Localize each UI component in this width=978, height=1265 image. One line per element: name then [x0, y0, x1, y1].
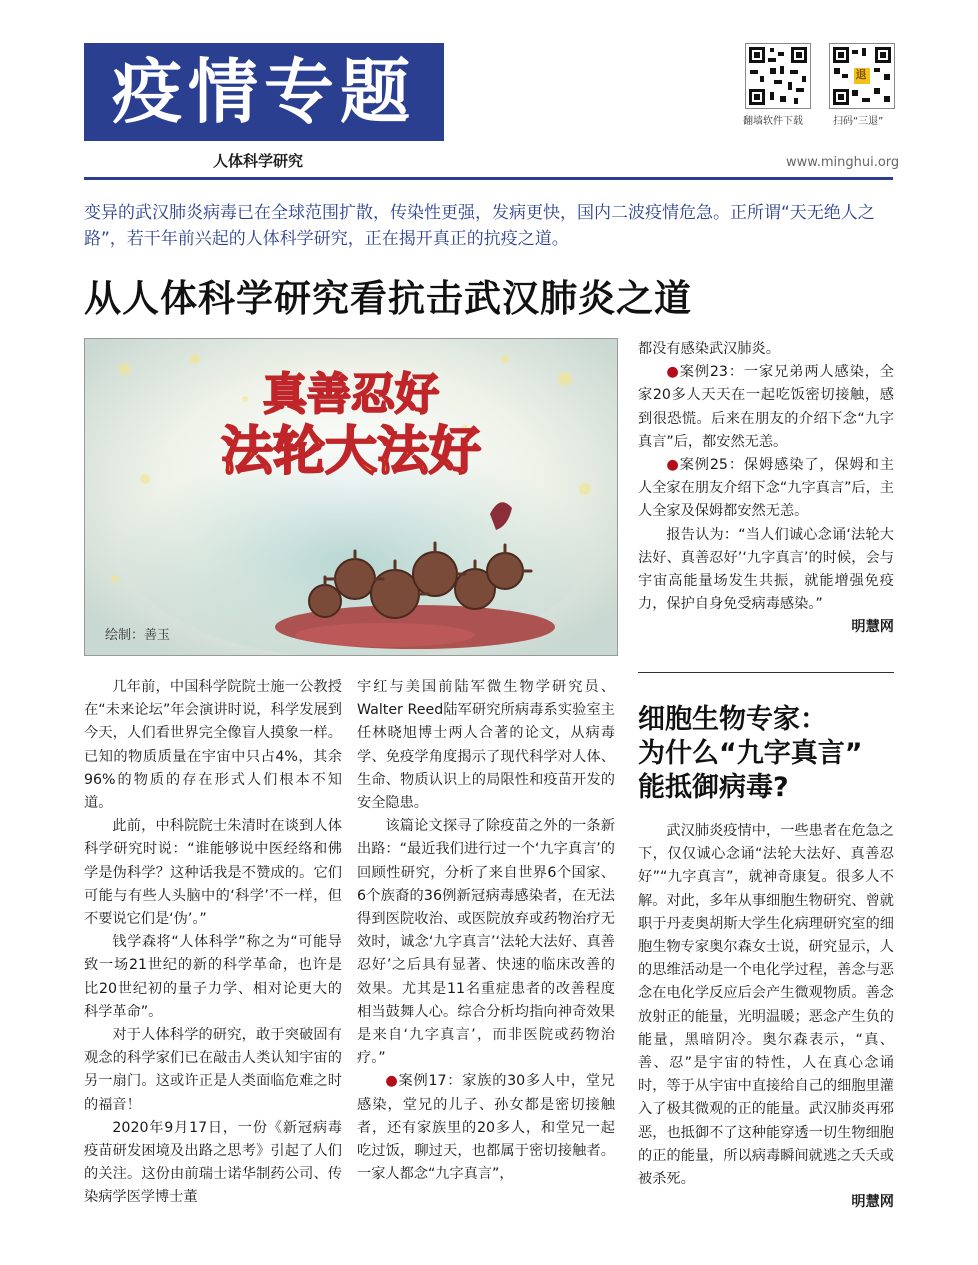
signature: 明慧网 — [851, 619, 894, 636]
qr-badge: 退 — [855, 68, 867, 81]
article-column-3 — [638, 338, 894, 640]
paragraph: 都没有感染武汉肺炎。 — [638, 341, 780, 357]
qr-code-icon — [745, 43, 811, 109]
case-text: 案例17：家族的30多人中，堂兄感染，堂兄的儿子、孙女都是密切接触者，还有家族里的20多人，和堂兄一起吃过饭，聊过天，也都属于密切接触者。一家人都念“九字真言”， — [357, 1073, 615, 1183]
article-headline: 从人体科学研究看抗击武汉肺炎之道 — [84, 277, 692, 320]
side-divider — [638, 672, 894, 673]
illustration-line2: 法轮大法好 — [220, 422, 482, 482]
site-url[interactable]: www.minghui.org — [786, 155, 900, 170]
paragraph: 武汉肺炎疫情中，一些患者在危急之下，仅仅诚心念诵“法轮大法好、真善忍好”“九字真言”，就神奇康复。很多人不解。对此，多年从事细胞生物研究、曾就职于丹麦奥胡斯大学生化病理研究室的细胞生物专家奥尔森女士说，研究显示，人的思维活动是一个电化学过程，善念与恶念在电化学反应后会产生微观物质。善念放射正的能量，光明温暖；恶念产生负的能量，黑暗阴冷。奥尔森表示，“真、善、忍”是宇宙的特性，人在真心念诵时，等于从宇宙中直接给自己的细胞里灌入了极其微观的正的能量。武汉肺炎再邪恶，也抵御不了这种能穿透一切生物细胞的正的能量，所以病毒瞬间就逃之夭夭或被杀死。 — [638, 823, 894, 1188]
section-subtitle: 人体科学研究 — [213, 152, 304, 170]
bullet-icon: ● — [666, 457, 680, 474]
illustration — [84, 338, 618, 656]
page-title: 疫情专题 — [112, 51, 416, 133]
article-column-1 — [84, 676, 342, 1210]
paragraph — [638, 361, 894, 454]
article-column-2 — [357, 676, 615, 1186]
bullet-icon: ● — [385, 1073, 399, 1090]
illustration-credit: 绘制：善玉 — [105, 628, 171, 643]
qr-left-label: 翻墙软件下载 — [743, 116, 803, 127]
signature: 明慧网 — [851, 1194, 894, 1211]
paragraph: 此前，中科院院士朱清时在谈到人体科学研究时说：“谁能够说中医经络和佛学是伪科学？这种话我是不赞成的。它们可能与有些人头脑中的‘科学’不一样，但不要说它们是‘伪’。” — [84, 818, 342, 928]
case-text: 案例23：一家兄弟两人感染，全家20多人天天在一起吃饭密切接触，感到很恐慌。后来在朋友的介绍下念“九字真言”后，都安然无恙。 — [638, 364, 894, 450]
paragraph: 钱学森将“人体科学”称之为“可能导致一场21世纪的新的科学革命，也许是比20世纪初的量子力学、相对论更大的科学革命”。 — [84, 934, 342, 1020]
paragraph — [638, 454, 894, 524]
paragraph: 对于人体科学的研究，敢于突破固有观念的科学家们已在敲击人类认知宇宙的另一扇门。这或许正是人类面临危难之时的福音！ — [84, 1027, 342, 1113]
paragraph: 2020年9月17日，一份《新冠病毒疫苗研发困境及出路之思考》引起了人们的关注。这份由前瑞士诺华制药公司、传染病学医学博士董 — [84, 1119, 342, 1206]
qr-download[interactable] — [745, 43, 811, 113]
illustration-line1: 真善忍好 — [263, 369, 439, 420]
illustration-art — [85, 339, 617, 655]
side-article-body — [638, 820, 894, 1214]
side-headline-line: 为什么“九字真言” — [638, 738, 863, 769]
paragraph: 几年前，中国科学院院士施一公教授在“未来论坛”年会演讲时说，科学发展到今天，人们看世界完全像盲人摸象一样。已知的物质质量在宇宙中只占4%，其余96%的物质的存在形式人们根本不知道。 — [84, 679, 342, 812]
qr-right-label: 扫码“三退” — [833, 116, 884, 127]
qr-santui[interactable] — [829, 43, 895, 113]
header-divider — [84, 177, 893, 180]
paragraph: 报告认为：“当人们诚心念诵‘法轮大法好、真善忍好’‘九字真言’的时候，会与宇宙高能量场发生共振，就能增强免疫力，保护自身免受病毒感染。” — [638, 526, 894, 613]
case-text: 案例25：保姆感染了，保姆和主人全家在朋友介绍下念“九字真言”后，主人全家及保姆都安然无恙。 — [638, 457, 894, 520]
side-headline-line: 能抵御病毒? — [638, 772, 789, 803]
side-headline — [638, 703, 894, 805]
bullet-icon: ● — [666, 364, 680, 381]
paragraph — [357, 1070, 615, 1186]
paragraph: 宇红与美国前陆军微生物学研究员、Walter Reed陆军研究所病毒系实验室主任林晓旭博士两人合著的论文，从病毒学、免疫学角度揭示了现代科学对人体、生命、物质认识上的局限性和疫苗开发的安全隐患。 — [357, 679, 615, 812]
paragraph: 该篇论文探寻了除疫苗之外的一条新出路：“最近我们进行过一个‘九字真言’的回顾性研究，分析了来自世界6个国家、6个族裔的36例新冠病毒感染者，在无法得到医院收治、或医院放弃或药物治疗无效时，诚念‘九字真言’‘法轮大法好、真善忍好’之后具有显著、快速的临床改善的效果。尤其是11名重症患者的改善程度相当鼓舞人心。综合分析均指向神奇效果是来自‘九字真言’，而非医院或药物治疗。” — [357, 818, 615, 1067]
side-headline-line: 细胞生物专家： — [638, 704, 827, 735]
lead-paragraph: 变异的武汉肺炎病毒已在全球范围扩散，传染性更强，发病更快，国内二波疫情危急。正所谓“天无绝人之路”，若干年前兴起的人体科学研究，正在揭开真正的抗疫之道。 — [84, 203, 875, 249]
